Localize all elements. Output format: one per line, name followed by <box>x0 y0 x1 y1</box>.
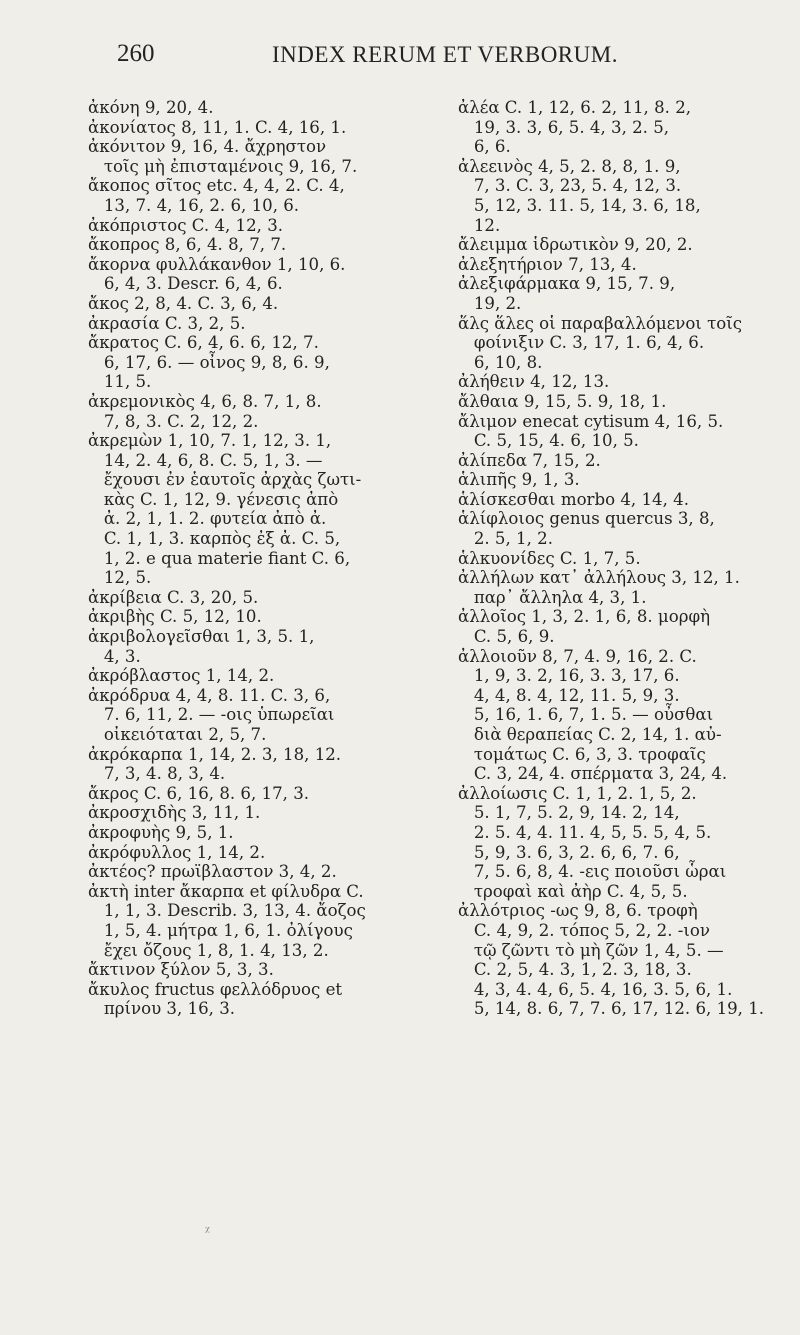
index-line: 5, 12, 3. 11. 5, 14, 3. 6, 18, <box>458 195 701 215</box>
index-line: ἀκρεμὼν 1, 10, 7. 1, 12, 3. 1, <box>88 431 332 451</box>
index-line: C. 5, 6, 9. <box>458 627 555 647</box>
index-line: 7, 8, 3. C. 2, 12, 2. <box>88 411 259 431</box>
index-line: 5, 14, 8. 6, 7, 7. 6, 17, 12. 6, 19, 1. <box>458 999 765 1019</box>
index-line: ἔχουσι ἐν ἑαυτοῖς ἀρχὰς ζωτι- <box>88 470 362 490</box>
index-line: 11, 5. <box>88 372 152 392</box>
index-line: 4, 3, 4. 4, 6, 5. 4, 16, 3. 5, 6, 1. <box>458 979 733 999</box>
index-line: ἀκτὴ inter ἄκαρπα et φίλυδρα C. <box>88 881 364 901</box>
index-line: ἀκρασία C. 3, 2, 5. <box>88 313 246 333</box>
page-smudge-mark: ᵡ <box>205 1224 210 1239</box>
index-line: C. 1, 1, 3. καρπὸς ἐξ ἀ. C. 5, <box>88 529 341 549</box>
index-line: 6, 6. <box>458 137 511 157</box>
index-line: ἀκτέος? πρωϊβλαστον 3, 4, 2. <box>88 862 337 882</box>
index-line: φοίνιξιν C. 3, 17, 1. 6, 4, 6. <box>458 333 705 353</box>
index-line: ἄλειμμα ἱδρωτικὸν 9, 20, 2. <box>458 235 693 255</box>
index-line: 6, 4, 3. Descr. 6, 4, 6. <box>88 274 283 294</box>
index-line: 2. 5. 4, 4. 11. 4, 5, 5. 5, 4, 5. <box>458 822 712 842</box>
index-line: ἁλκυονίδες C. 1, 7, 5. <box>458 548 641 568</box>
index-line: ἀκρεμονικὸς 4, 6, 8. 7, 1, 8. <box>88 391 322 411</box>
index-line: ἀλεξητήριον 7, 13, 4. <box>458 254 637 274</box>
index-line: 1, 1, 3. Describ. 3, 13, 4. ἄοζος <box>88 901 366 921</box>
index-line: ἄκτινον ξύλον 5, 3, 3. <box>88 960 274 980</box>
index-line: ἀλλοίωσις C. 1, 1, 2. 1, 5, 2. <box>458 783 697 803</box>
index-line: ἄλθαια 9, 15, 5. 9, 18, 1. <box>458 391 667 411</box>
index-line: ἀκρόδρυα 4, 4, 8. 11. C. 3, 6, <box>88 685 331 705</box>
index-line: ἀκόνη 9, 20, 4. <box>88 98 214 117</box>
running-header <box>0 40 800 80</box>
index-line: ἀλίπεδα 7, 15, 2. <box>458 450 601 470</box>
running-title: INDEX RERUM ET VERBORUM. <box>272 42 618 67</box>
index-line: 12, 5. <box>88 568 152 588</box>
index-line: ἄκυλος fructus φελλόδρυος et <box>88 979 343 999</box>
index-line: 4, 3. <box>88 646 141 666</box>
index-line: 7, 3, 4. 8, 3, 4. <box>88 764 226 784</box>
index-line: ἀλλοιοῦν 8, 7, 4. 9, 16, 2. C. <box>458 646 697 666</box>
index-line: ἀλεεινὸς 4, 5, 2. 8, 8, 1. 9, <box>458 156 681 176</box>
index-line: 6, 10, 8. <box>458 352 543 372</box>
index-line: ἀλέα C. 1, 12, 6. 2, 11, 8. 2, <box>458 98 692 117</box>
index-line: 14, 2. 4, 6, 8. C. 5, 1, 3. — <box>88 450 323 470</box>
index-line: ἔχει ὄζους 1, 8, 1. 4, 13, 2. <box>88 940 329 960</box>
index-line: ἁλίφλοιος genus quercus 3, 8, <box>458 509 715 529</box>
index-line: ἀκόνιτον 9, 16, 4. ἄχρηστον <box>88 137 327 157</box>
index-line: ἀλλοῖος 1, 3, 2. 1, 6, 8. μορφὴ <box>458 607 711 627</box>
index-line: ἀκρίβεια C. 3, 20, 5. <box>88 587 259 607</box>
index-line: 7, 5. 6, 8, 4. -εις ποιοῦσι ὧραι <box>458 862 727 882</box>
index-line: ἄκοπρος 8, 6, 4. 8, 7, 7. <box>88 235 287 255</box>
index-line: 12. <box>458 215 501 235</box>
index-line: ἄλιμον enecat cytisum 4, 16, 5. <box>458 411 724 431</box>
index-line: ἀκριβὴς C. 5, 12, 10. <box>88 607 262 627</box>
left-index-column <box>88 98 440 1019</box>
index-line: ἀλεξιφάρμακα 9, 15, 7. 9, <box>458 274 676 294</box>
index-line: ἀκρόκαρπα 1, 14, 2. 3, 18, 12. <box>88 744 342 764</box>
index-line: ἀκόπριστος C. 4, 12, 3. <box>88 215 284 235</box>
page-number: 260 <box>117 40 155 67</box>
index-line: τῷ ζῶντι τὸ μὴ ζῶν 1, 4, 5. — <box>458 940 724 960</box>
index-line: 1, 5, 4. μήτρα 1, 6, 1. ὀλίγους <box>88 920 353 940</box>
index-line: ἄκοπος σῖτος etc. 4, 4, 2. C. 4, <box>88 176 345 196</box>
index-line: 1, 2. e qua materie fiant C. 6, <box>88 548 351 568</box>
index-line: C. 4, 9, 2. τόπος 5, 2, 2. -ιον <box>458 920 710 940</box>
index-line: C. 3, 24, 4. σπέρματα 3, 24, 4. <box>458 764 728 784</box>
index-line: πρίνου 3, 16, 3. <box>88 999 236 1019</box>
index-line: 5, 9, 3. 6, 3, 2. 6, 6, 7. 6, <box>458 842 680 862</box>
index-line: ἀλήθειν 4, 12, 13. <box>458 372 610 392</box>
right-index-column <box>458 98 798 1019</box>
index-line: C. 2, 5, 4. 3, 1, 2. 3, 18, 3. <box>458 960 692 980</box>
index-line: τοῖς μὴ ἐπισταμένοις 9, 16, 7. <box>88 156 358 176</box>
index-line: κὰς C. 1, 12, 9. γένεσις ἀπὸ <box>88 489 339 509</box>
index-line: 5. 1, 7, 5. 2, 9, 14. 2, 14, <box>458 803 680 823</box>
index-line: ἀκρόφυλλος 1, 14, 2. <box>88 842 266 862</box>
index-line: ἁλίσκεσθαι morbo 4, 14, 4. <box>458 489 689 509</box>
index-line: 13, 7. 4, 16, 2. 6, 10, 6. <box>88 195 300 215</box>
index-line: ἅλς ἅλες οἱ παραβαλλόμενοι τοῖς <box>458 313 743 333</box>
index-line: ἀκροσχιδὴς 3, 11, 1. <box>88 803 261 823</box>
index-line: 7, 3. C. 3, 23, 5. 4, 12, 3. <box>458 176 682 196</box>
index-line: 19, 2. <box>458 293 522 313</box>
index-line: ἀ. 2, 1, 1. 2. φυτεία ἀπὸ ἀ. <box>88 509 327 529</box>
index-line: ἄκος 2, 8, 4. C. 3, 6, 4. <box>88 293 279 313</box>
index-line: ἄκρατος C. 6, 4, 6. 6, 12, 7. <box>88 333 319 353</box>
index-line: ἀκροφυὴς 9, 5, 1. <box>88 822 234 842</box>
index-line: ἀκονίατος 8, 11, 1. C. 4, 16, 1. <box>88 117 347 137</box>
index-line: ἁλιπῆς 9, 1, 3. <box>458 470 580 490</box>
index-line: τομάτως C. 6, 3, 3. τροφαῖς <box>458 744 706 764</box>
index-line: 5, 16, 1. 6, 7, 1. 5. — οὖσθαι <box>458 705 714 725</box>
index-line: 4, 4, 8. 4, 12, 11. 5, 9, 3. <box>458 685 680 705</box>
index-line: 1, 9, 3. 2, 16, 3. 3, 17, 6. <box>458 666 680 686</box>
index-line: ἀκρόβλαστος 1, 14, 2. <box>88 666 275 686</box>
index-line: παρ᾽ ἄλληλα 4, 3, 1. <box>458 587 647 607</box>
index-line: ἄκρος C. 6, 16, 8. 6, 17, 3. <box>88 783 310 803</box>
index-line: οἰκειόταται 2, 5, 7. <box>88 725 267 744</box>
index-line: ἄκορνα φυλλάκανθον 1, 10, 6. <box>88 254 346 274</box>
index-line: ἀλλήλων κατ᾽ ἀλλήλους 3, 12, 1. <box>458 568 740 588</box>
index-line: 7. 6, 11, 2. — -οις ὑπωρεῖαι <box>88 705 335 725</box>
index-line: τροφαὶ καὶ ἀὴρ C. 4, 5, 5. <box>458 881 688 901</box>
index-line: 19, 3. 3, 6, 5. 4, 3, 2. 5, <box>458 117 670 137</box>
index-line: διὰ θεραπείας C. 2, 14, 1. αὐ- <box>458 725 722 744</box>
index-line: ἀλλότριος -ως 9, 8, 6. τροφὴ <box>458 901 698 921</box>
index-line: 6, 17, 6. — οἶνος 9, 8, 6. 9, <box>88 352 330 372</box>
index-line: C. 5, 15, 4. 6, 10, 5. <box>458 431 639 451</box>
index-line: 2. 5, 1, 2. <box>458 529 553 549</box>
index-line: ἀκριβολογεῖσθαι 1, 3, 5. 1, <box>88 627 315 647</box>
